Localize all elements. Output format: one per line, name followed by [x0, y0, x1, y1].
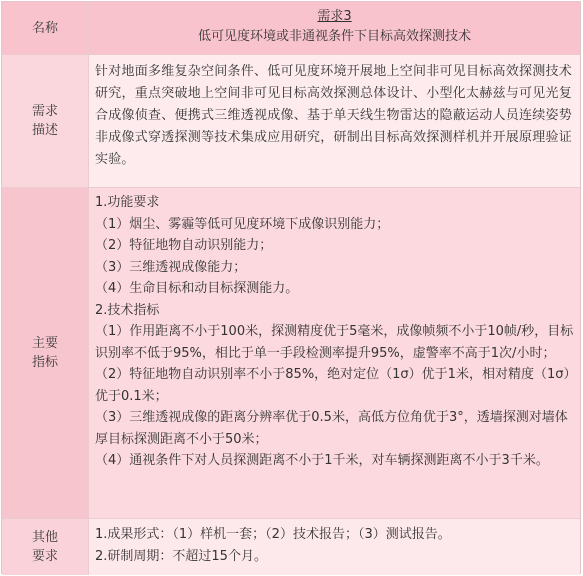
name-label: 名称: [2, 2, 89, 54]
specs-label: [2, 188, 89, 518]
specs-label-line2: 指标: [31, 355, 58, 370]
spec-line: 2.技术指标: [95, 302, 160, 318]
specs-content: [89, 188, 580, 518]
description-label-line1: 需求: [31, 104, 58, 119]
spec-line: （2）特征地物自动识别率不小于85%，绝对定位（1σ）优于1米，相对精度（1σ）优于0.1米；: [95, 367, 570, 404]
description-label-line2: 描述: [31, 123, 58, 138]
other-label-line2: 要求: [31, 549, 58, 564]
requirement-table: [1, 1, 581, 574]
spec-line: 1.功能要求: [95, 195, 160, 210]
table-row-description: [2, 55, 580, 188]
spec-line: （1）烟尘、雾霾等低可见度环境下成像识别能力；: [95, 216, 390, 232]
table-row-specs: [2, 188, 580, 519]
specs-label-line1: 主要: [31, 336, 58, 351]
spec-line: （3）三维透视成像能力；: [95, 259, 247, 275]
other-line: 2.研制周期：不超过15个月。: [95, 549, 267, 564]
spec-line: （2）特征地物自动识别能力；: [95, 238, 273, 253]
table-row-name: [2, 2, 580, 55]
requirement-title: 低可见度环境或非通视条件下目标高效探测技术: [197, 29, 471, 44]
other-line: 1.成果形式：（1）样机一套；（2）技术报告；（3）测试报告。: [95, 527, 451, 542]
spec-line: （3）三维透视成像的距离分辨率优于0.5米，高低方位角优于3°，透墙探测对墙体厚目标探测距离不小于50米；: [95, 410, 568, 447]
other-label: [2, 519, 89, 575]
other-label-line1: 其他: [31, 530, 58, 545]
spec-line: （4）通视条件下对人员探测距离不小于1千米，对车辆探测距离不小于3千米。: [95, 453, 549, 468]
table-row-other: [2, 519, 580, 575]
description-label: [2, 55, 89, 187]
requirement-number: 需求3: [317, 9, 352, 24]
description-text: 针对地面多维复杂空间条件、低可见度环境开展地上空间非可见目标高效探测技术研究，重点突破地上空间非可见目标高效探测总体设计、小型化太赫兹与可见光复合成像侦查、便携式三维透视成像、基于单天线生物雷达的隐蔽运动人员连续姿势非成像式穿透探测等技术集成应用研究，研制出目标高效探测样机并开展原理验证实验。: [89, 55, 580, 187]
spec-line: （4）生命目标和动目标探测能力。: [95, 281, 299, 296]
spec-line: （1）作用距离不小于100米，探测精度优于5毫米，成像帧频不小于10帧/秒，目标识别率不低于95%，相比于单一手段检测率提升95%，虚警率不高于1次/小时；: [95, 324, 574, 361]
name-value: [89, 2, 580, 54]
other-content: [89, 519, 580, 575]
